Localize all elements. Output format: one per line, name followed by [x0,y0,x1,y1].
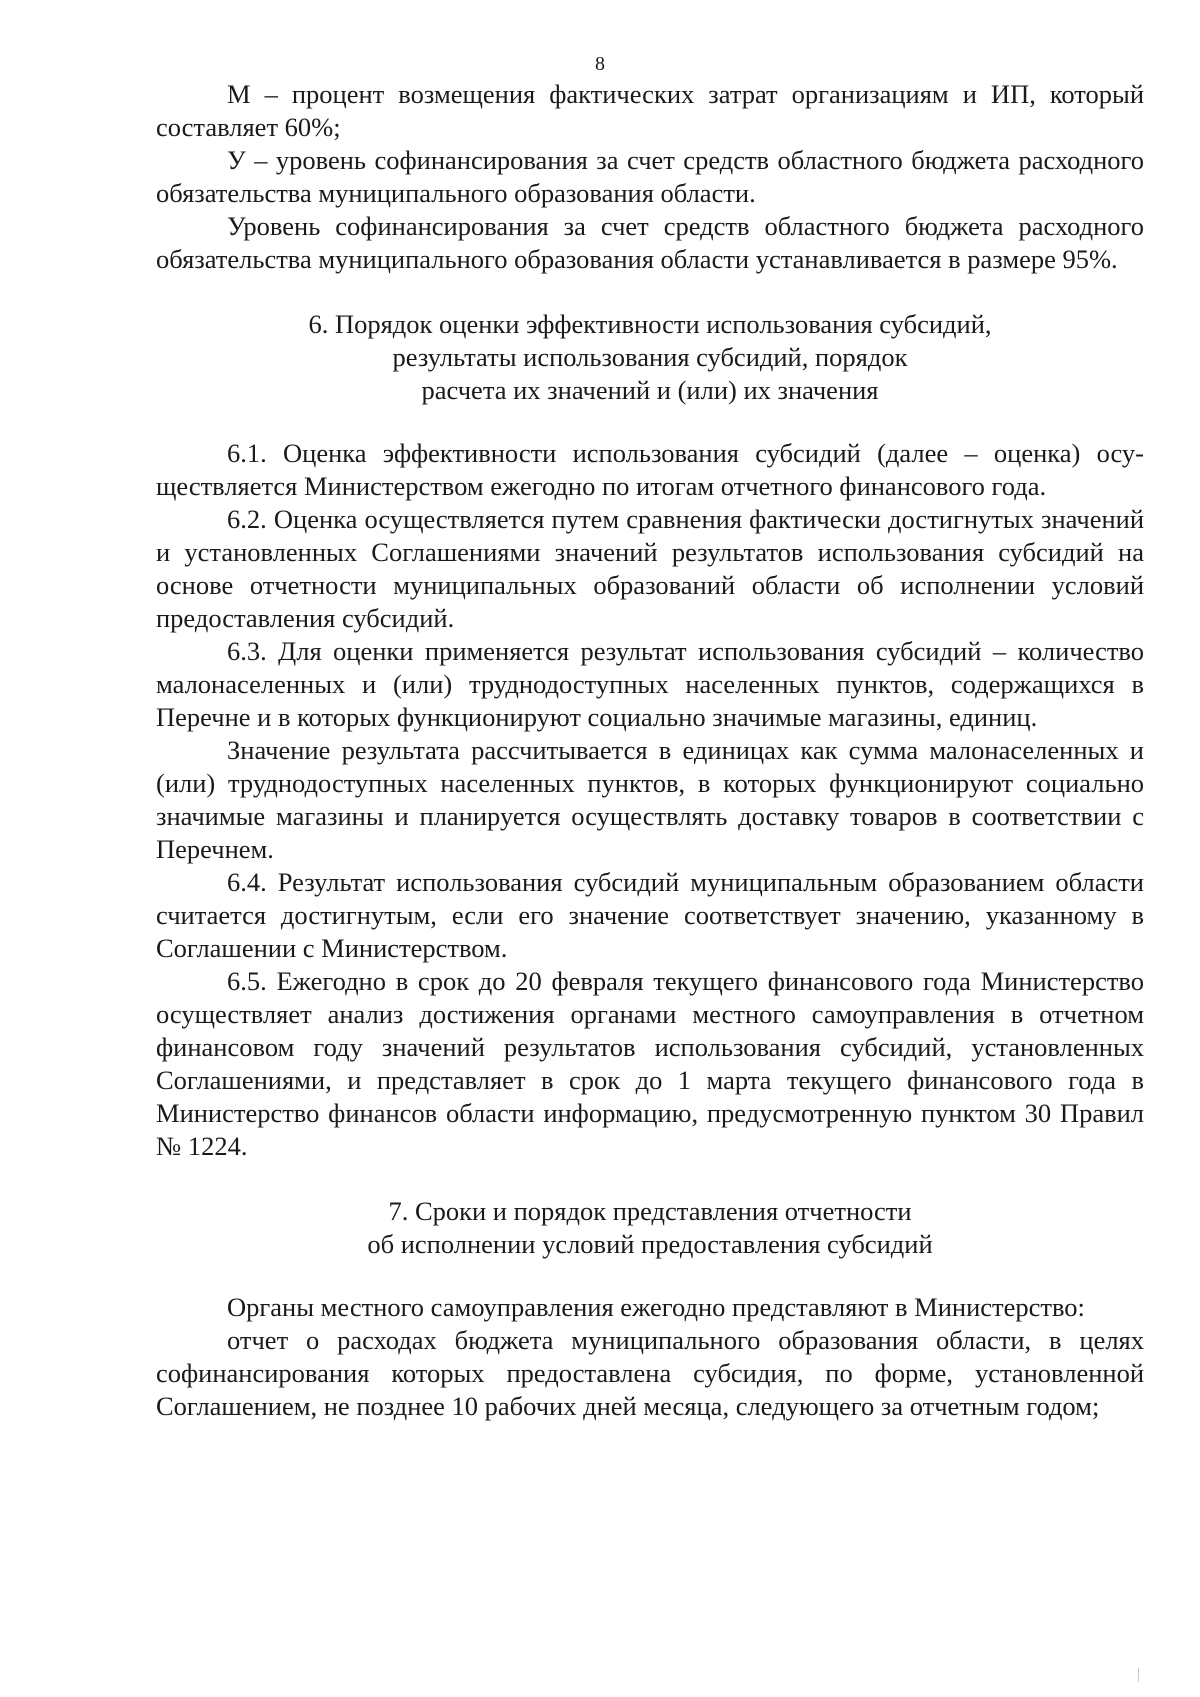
section-7-heading-line-1: 7. Сроки и порядок представления отчетности [388,1196,912,1226]
paragraph-cofinancing-level: Уровень софинансирования за счет средств областного бюджета расходного обязательства муниципального образования области устанавливается в размере 95%. [156,211,1144,274]
section-6-heading-line-3: расчета их значений и (или) их значения [421,375,879,405]
paragraph-expense-report: отчет о расходах бюджета муниципального образования области, в целях софинансирования которых предоставлена субсидия, по форме, установленной Соглашением, не позднее 10 рабочих дней месяца, следующего за отчетным годом; [156,1325,1144,1421]
paragraph-result-value: Значение результата рассчитывается в единицах как сумма малонаселенных и (или) труднодоступных населенных пунктов, в которых функционируют социально значимые магазины и планируется осуществлять доставку товаров в соответствии с Перечнем. [156,735,1144,864]
section-6-heading [156,308,1144,407]
paragraph-6-4: 6.4. Результат использования субсидий муниципальным образованием области считается достигнутым, если его значение соответствует значению, указанному в Соглашении с Министерством. [156,867,1144,963]
paragraph-u-definition: У – уровень софинансирования за счет средств областного бюджета расходного обязательства муниципального образования области. [156,145,1144,208]
page-number: 8 [595,53,605,75]
document-body [156,78,1144,1423]
section-7-heading [156,1195,1144,1261]
paragraph-6-5: 6.5. Ежегодно в срок до 20 февраля текущего финансового года Министерство осуществляет анализ достижения органами местного самоуправления в отчетном финансовом году значений результатов использования субсидий, установленных Соглашениями, и представляет в срок до 1 марта текущего финансового года в Министерство финансов области информацию, предусмотренную пунктом 30 Правил № 1224. [156,966,1144,1161]
paragraph-6-1: 6.1. Оценка эффективности использования субсидий (далее – оценка) осуществляется Министерством ежегодно по итогам отчетного финансового года. [156,438,1144,501]
paragraph-reporting-bodies: Органы местного самоуправления ежегодно представляют в Министерство: [227,1292,1085,1322]
paragraph-6-2: 6.2. Оценка осуществляется путем сравнения фактически достигнутых значений и установленных Соглашениями значений результатов использования субсидий на основе отчетности муниципальных образований области об исполнении условий предоставления субсидий. [156,504,1144,633]
section-6-heading-line-1: 6. Порядок оценки эффективности использования субсидий, [308,309,992,339]
section-6-heading-line-2: результаты использования субсидий, порядок [392,342,908,372]
section-7-heading-line-2: об исполнении условий предоставления субсидий [367,1229,933,1259]
paragraph-6-3: 6.3. Для оценки применяется результат использования субсидий – количество малонаселенных и (или) труднодоступных населенных пунктов, содержащихся в Перечне и в которых функционируют социально значимые магазины, единиц. [156,636,1144,732]
scan-artifact-mark [1138,1668,1139,1682]
paragraph-m-definition: М – процент возмещения фактических затрат организациям и ИП, который составляет 60%; [156,79,1144,142]
